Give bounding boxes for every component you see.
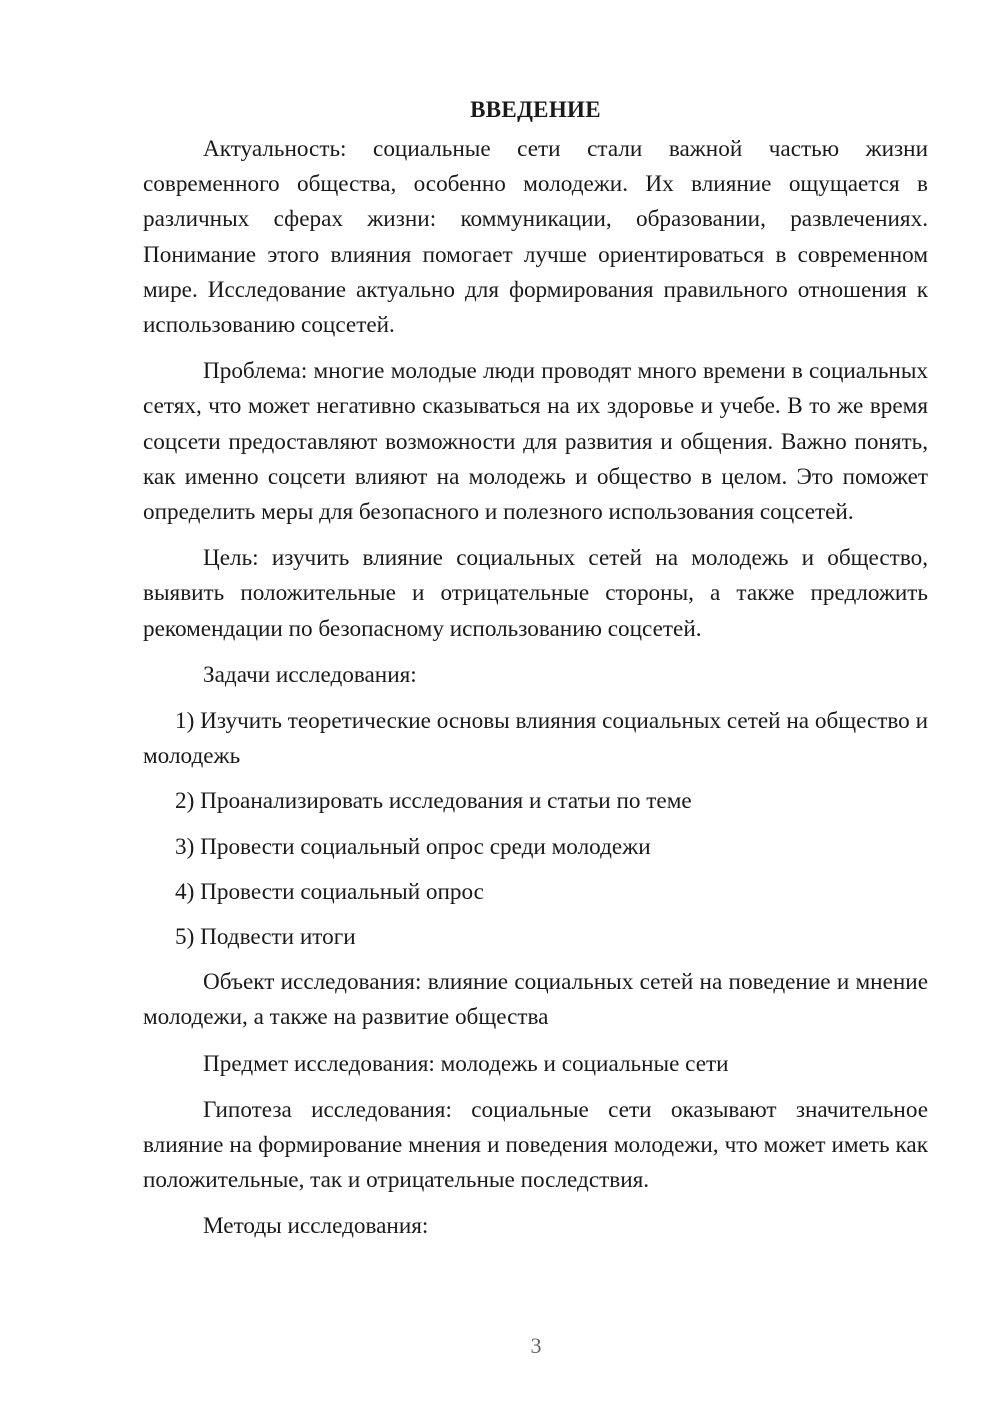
- document-page: [143, 88, 928, 1256]
- page-title: ВВЕДЕНИЕ: [470, 97, 601, 122]
- methods-title: Методы исследования:: [203, 1213, 429, 1240]
- paragraph-problem: Проблема: многие молодые люди проводят много времени в социальных сетях, что может негативно сказываться на их здоровье и учебе. В то же время соцсети предоставляют возможности для развития и общения. Важно понять, как именно соцсети влияют на молодежь и общество в целом. Это поможет определить меры для безопасного и полезного использования соцсетей.: [143, 358, 928, 526]
- paragraph-hypothesis: Гипотеза исследования: социальные сети оказывают значительное влияние на формирование мнения и поведения молодежи, что может иметь как положительные, так и отрицательные последствия.: [143, 1096, 928, 1194]
- paragraph-subject: Предмет исследования: молодежь и социальные сети: [203, 1050, 729, 1077]
- tasks-title: Задачи исследования:: [203, 661, 417, 688]
- tasks-list: [143, 704, 928, 955]
- list-item: 2) Проанализировать исследования и статьи по теме: [175, 788, 692, 815]
- list-item: 3) Провести социальный опрос среди молодежи: [175, 833, 651, 860]
- list-item: 5) Подвести итоги: [175, 924, 356, 951]
- list-item: 4) Провести социальный опрос: [175, 878, 484, 905]
- paragraph-relevance: Актуальность: социальные сети стали важной частью жизни современного общества, особенно молодежи. Их влияние ощущается в различных сферах жизни: коммуникации, образовании, развлечениях. Понимание этого влияния помогает лучше ориентироваться в современном мире. Исследование актуально для формирования правильного отношения к использованию соцсетей.: [143, 136, 928, 339]
- paragraph-object: Объект исследования: влияние социальных сетей на поведение и мнение молодежи, а также на развитие общества: [143, 969, 928, 1031]
- page-number: 3: [530, 1333, 542, 1358]
- paragraph-goal: Цель: изучить влияние социальных сетей на молодежь и общество, выявить положительные и отрицательные стороны, а также предложить рекомендации по безопасному использованию соцсетей.: [143, 545, 928, 642]
- list-item: 1) Изучить теоретические основы влияния социальных сетей на общество и молодежь: [143, 708, 928, 770]
